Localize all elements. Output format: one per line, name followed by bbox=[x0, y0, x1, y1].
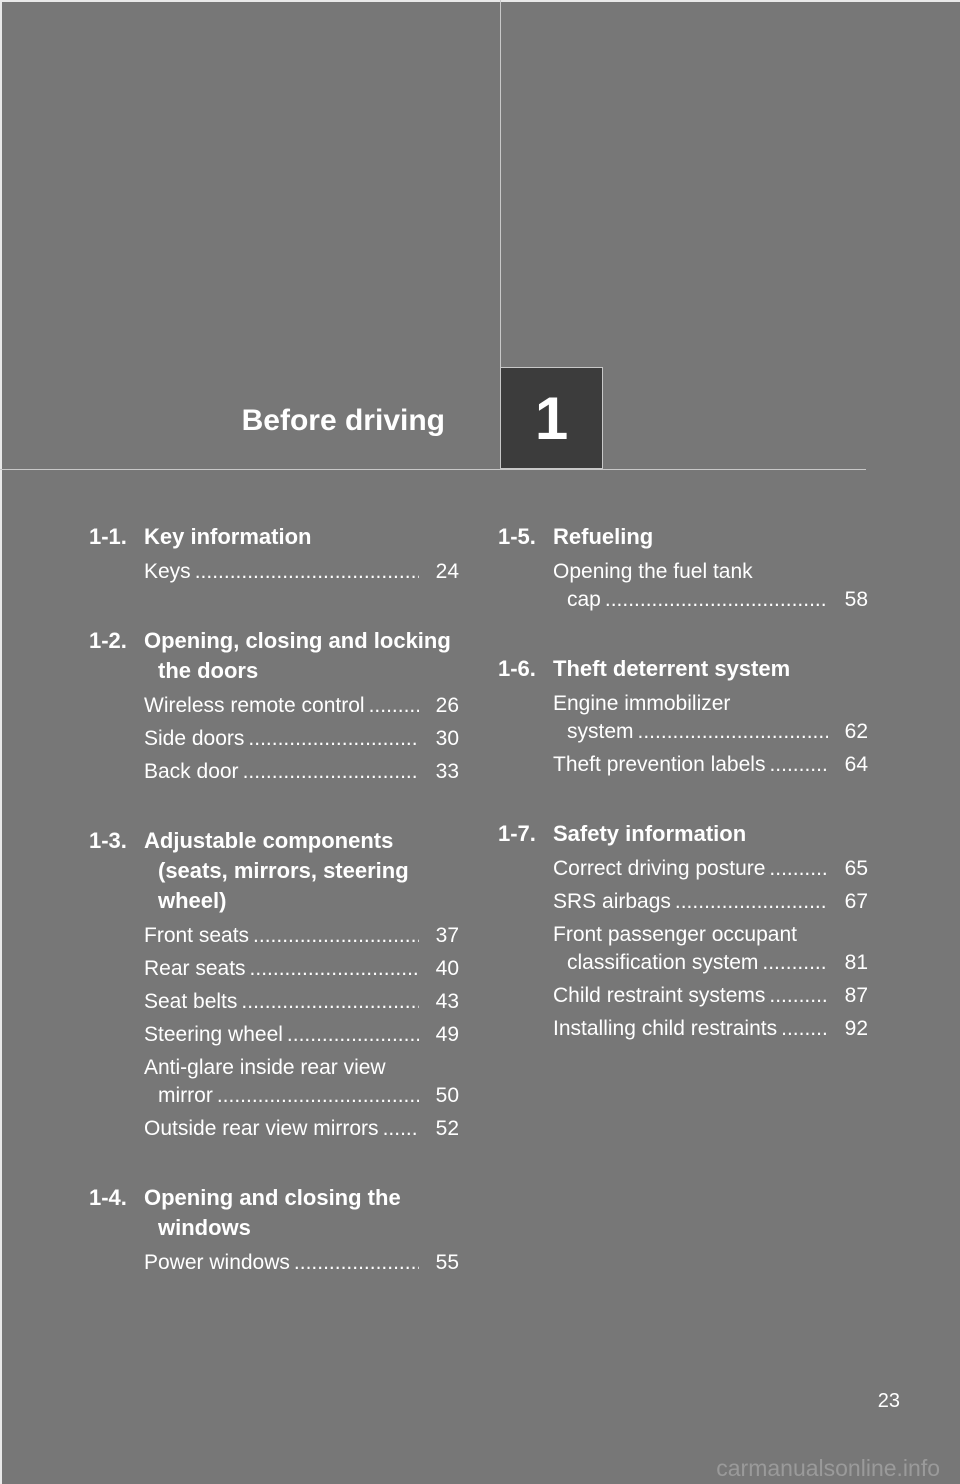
entry-page-number: 50 bbox=[435, 1084, 459, 1107]
entry-title-text-wrap bbox=[553, 1015, 828, 1043]
toc-section bbox=[89, 626, 459, 786]
entry-title bbox=[144, 692, 419, 720]
entry-title bbox=[553, 1015, 828, 1043]
entry-title-line1: Front passenger occupant bbox=[553, 923, 797, 946]
section-heading[interactable] bbox=[89, 626, 459, 686]
entry-page-number: 43 bbox=[435, 990, 459, 1013]
section-entries bbox=[144, 922, 459, 1143]
entry-page-number: 37 bbox=[435, 924, 459, 947]
entry-page-number: 65 bbox=[844, 857, 868, 880]
toc-section bbox=[89, 522, 459, 586]
entry-page-number: 33 bbox=[435, 760, 459, 783]
entry-title bbox=[144, 922, 419, 950]
entry-page-number: 81 bbox=[844, 951, 868, 974]
entry-title-text-wrap bbox=[144, 558, 419, 586]
entry-title-line2 bbox=[553, 949, 828, 977]
entry-title-line2-text: mirror bbox=[158, 1084, 213, 1107]
section-entries bbox=[144, 1249, 459, 1277]
section-heading[interactable] bbox=[89, 1183, 459, 1243]
section-number: 1-6. bbox=[498, 656, 536, 681]
toc-entry[interactable] bbox=[553, 888, 868, 916]
toc-entry[interactable] bbox=[144, 725, 459, 753]
entry-title-text: Seat belts bbox=[144, 990, 238, 1013]
toc-section bbox=[498, 654, 868, 779]
entry-title bbox=[144, 758, 419, 786]
chapter-number-tab bbox=[500, 367, 603, 469]
section-number: 1-5. bbox=[498, 524, 536, 549]
toc-entry[interactable] bbox=[144, 1054, 459, 1110]
frame-top-border bbox=[0, 0, 960, 2]
entry-title-line1: Opening the fuel tank bbox=[553, 560, 753, 583]
entry-title bbox=[553, 888, 828, 916]
entry-page-number: 67 bbox=[844, 890, 868, 913]
section-number: 1-1. bbox=[89, 524, 127, 549]
entry-page-number: 62 bbox=[844, 720, 868, 743]
entry-title-text: Keys bbox=[144, 560, 191, 583]
entry-title-line2-text: classification system bbox=[567, 951, 759, 974]
section-number: 1-7. bbox=[498, 821, 536, 846]
entry-title-text-wrap bbox=[144, 1249, 419, 1277]
entry-page-number: 64 bbox=[844, 753, 868, 776]
entry-title-text-wrap bbox=[553, 751, 828, 779]
entry-title-text: Side doors bbox=[144, 727, 245, 750]
toc-section bbox=[498, 522, 868, 614]
toc-entry[interactable] bbox=[144, 1249, 459, 1277]
entry-title-line2 bbox=[553, 718, 828, 746]
entry-title-text-wrap bbox=[144, 922, 419, 950]
toc-entry[interactable] bbox=[553, 751, 868, 779]
section-heading[interactable] bbox=[498, 819, 868, 849]
entry-title bbox=[144, 955, 419, 983]
page-number: 23 bbox=[877, 1390, 900, 1412]
section-title: Key information bbox=[144, 524, 312, 549]
entry-title-text-wrap bbox=[144, 725, 419, 753]
section-entries bbox=[553, 690, 868, 779]
entry-title bbox=[144, 988, 419, 1016]
entry-page-number: 55 bbox=[435, 1251, 459, 1274]
frame-left-border bbox=[0, 0, 2, 1484]
entry-page-number: 30 bbox=[435, 727, 459, 750]
toc-entry[interactable] bbox=[144, 1021, 459, 1049]
section-number: 1-2. bbox=[89, 628, 127, 653]
entry-title-text-wrap bbox=[144, 1115, 419, 1143]
toc-entry[interactable] bbox=[144, 692, 459, 720]
entry-title-text: Wireless remote control bbox=[144, 694, 365, 717]
entry-title-text: Theft prevention labels bbox=[553, 753, 766, 776]
entry-title bbox=[553, 982, 828, 1010]
entry-title-text-wrap bbox=[553, 888, 828, 916]
entry-title-text: Back door bbox=[144, 760, 239, 783]
entry-title bbox=[144, 1021, 419, 1049]
entry-title-text-wrap bbox=[144, 758, 419, 786]
entry-title bbox=[144, 1249, 419, 1277]
entry-page-number: 24 bbox=[435, 560, 459, 583]
entry-title-text: Outside rear view mirrors bbox=[144, 1117, 379, 1140]
entry-page-number: 87 bbox=[844, 984, 868, 1007]
section-title: Opening and closing the windows bbox=[144, 1185, 401, 1240]
horizontal-divider bbox=[0, 469, 866, 470]
chapter-number: 1 bbox=[534, 384, 569, 452]
section-title: Adjustable components (seats, mirrors, steering wheel) bbox=[144, 828, 409, 913]
watermark: carmanualsonline.info bbox=[716, 1455, 940, 1481]
entry-title-text: Power windows bbox=[144, 1251, 290, 1274]
entry-title-line1: Anti-glare inside rear view bbox=[144, 1056, 386, 1079]
section-title: Safety information bbox=[553, 821, 747, 846]
toc-entry[interactable] bbox=[553, 855, 868, 883]
entry-title-line1: Engine immobilizer bbox=[553, 692, 731, 715]
section-entries bbox=[553, 855, 868, 1043]
toc-entry[interactable] bbox=[144, 988, 459, 1016]
toc-entry[interactable] bbox=[144, 922, 459, 950]
toc-entry[interactable] bbox=[144, 1115, 459, 1143]
entry-page-number: 26 bbox=[435, 694, 459, 717]
toc-column-right bbox=[498, 522, 868, 1083]
entry-title bbox=[144, 1115, 419, 1143]
entry-title-text-wrap bbox=[553, 982, 828, 1010]
toc-entry[interactable] bbox=[144, 558, 459, 586]
section-heading[interactable] bbox=[89, 522, 459, 552]
entry-title-text-wrap bbox=[144, 1021, 419, 1049]
entry-title-text: Child restraint systems bbox=[553, 984, 766, 1007]
toc-entry[interactable] bbox=[553, 921, 868, 977]
entry-page-number: 58 bbox=[844, 588, 868, 611]
entry-title-text: Front seats bbox=[144, 924, 250, 947]
toc-entry[interactable] bbox=[553, 1015, 868, 1043]
entry-title-line2 bbox=[144, 1082, 419, 1110]
toc-entry[interactable] bbox=[144, 758, 459, 786]
entry-title-text: Rear seats bbox=[144, 957, 246, 980]
section-entries bbox=[144, 558, 459, 586]
entry-title bbox=[553, 690, 828, 746]
section-entries bbox=[553, 558, 868, 614]
entry-title-line2 bbox=[553, 586, 828, 614]
section-title: Theft deterrent system bbox=[553, 656, 791, 681]
entry-page-number: 40 bbox=[435, 957, 459, 980]
section-heading[interactable] bbox=[498, 522, 868, 552]
entry-page-number: 49 bbox=[435, 1023, 459, 1046]
toc-entry[interactable] bbox=[553, 690, 868, 746]
entry-title-text: Steering wheel bbox=[144, 1023, 283, 1046]
toc-section bbox=[498, 819, 868, 1043]
toc-entry[interactable] bbox=[144, 955, 459, 983]
section-entries bbox=[144, 692, 459, 786]
section-heading[interactable] bbox=[498, 654, 868, 684]
chapter-title: Before driving bbox=[241, 404, 445, 437]
entry-title bbox=[144, 558, 419, 586]
entry-title bbox=[553, 558, 828, 614]
section-heading[interactable] bbox=[89, 826, 459, 916]
entry-title bbox=[553, 921, 828, 977]
toc-entry[interactable] bbox=[553, 558, 868, 614]
section-number: 1-3. bbox=[89, 828, 127, 853]
entry-title-text-wrap bbox=[553, 855, 828, 883]
toc-section bbox=[89, 1183, 459, 1277]
toc-column-left bbox=[89, 522, 459, 1317]
entry-title bbox=[144, 725, 419, 753]
entry-title bbox=[553, 855, 828, 883]
entry-title-text: Installing child restraints bbox=[553, 1017, 778, 1040]
entry-title-text-wrap bbox=[144, 692, 419, 720]
entry-title-text: SRS airbags bbox=[553, 890, 671, 913]
section-number: 1-4. bbox=[89, 1185, 127, 1210]
entry-title bbox=[553, 751, 828, 779]
entry-title-line2-text: system bbox=[567, 720, 634, 743]
toc-entry[interactable] bbox=[553, 982, 868, 1010]
section-title: Refueling bbox=[553, 524, 654, 549]
entry-title-text-wrap bbox=[144, 988, 419, 1016]
entry-title-text: Correct driving posture bbox=[553, 857, 766, 880]
entry-page-number: 92 bbox=[844, 1017, 868, 1040]
entry-title-text-wrap bbox=[144, 955, 419, 983]
section-title: Opening, closing and locking the doors bbox=[144, 628, 451, 683]
entry-title-line2-text: cap bbox=[567, 588, 601, 611]
entry-page-number: 52 bbox=[435, 1117, 459, 1140]
toc-section bbox=[89, 826, 459, 1143]
entry-title bbox=[144, 1054, 419, 1110]
